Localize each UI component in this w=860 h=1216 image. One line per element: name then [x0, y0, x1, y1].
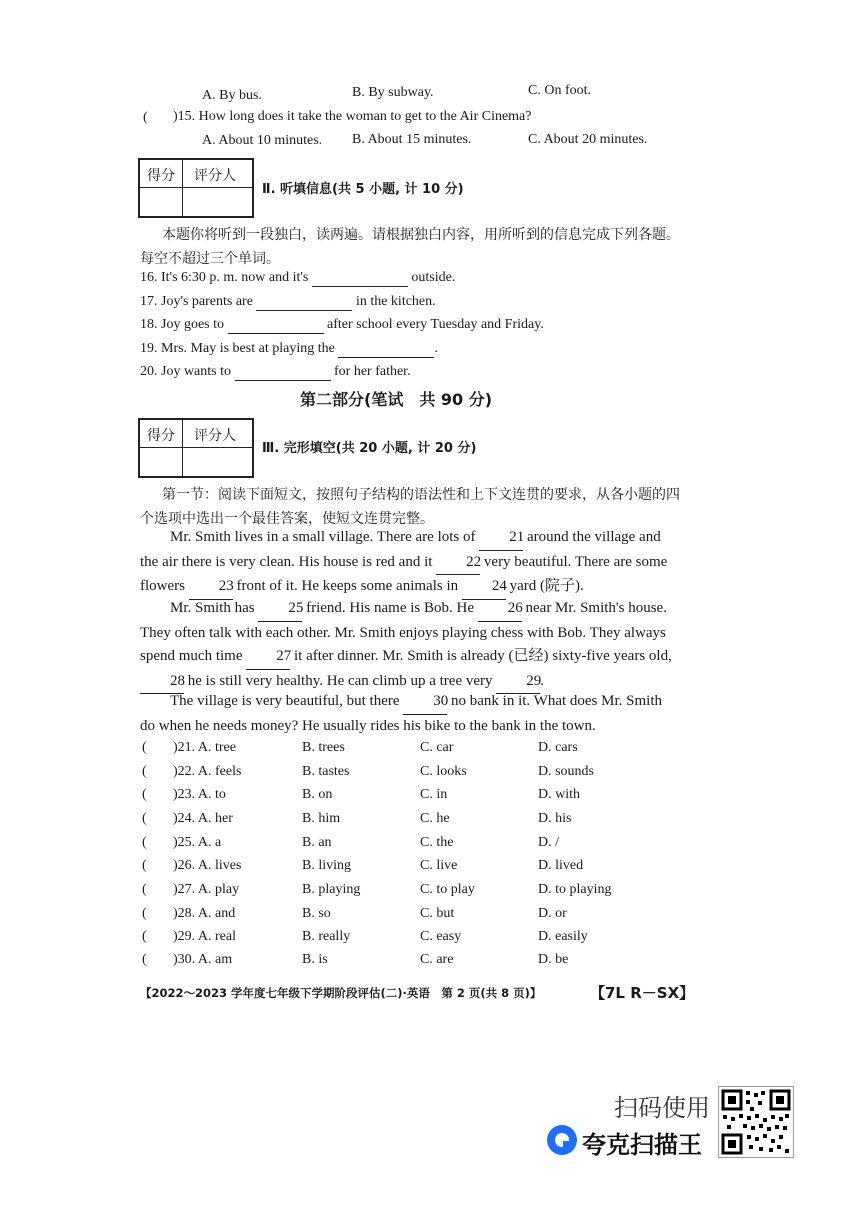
q15-paren: ( — [143, 110, 148, 125]
choice-option-d: D. cars — [538, 740, 578, 755]
q14-option-b: B. By subway. — [352, 85, 434, 100]
score-label: 得分 — [147, 428, 175, 444]
answer-blank[interactable] — [338, 341, 434, 358]
choice-paren[interactable]: ( — [142, 764, 147, 779]
grader-label: 评分人 — [194, 168, 236, 184]
choice-paren[interactable]: ( — [142, 835, 147, 850]
passage-blank[interactable]: 27 — [246, 645, 290, 670]
choice-paren[interactable]: ( — [142, 952, 147, 967]
fill-item-16: 16. It's 6:30 p. m. now and it's outside. — [140, 270, 456, 285]
q14-option-c: C. On foot. — [528, 83, 591, 98]
passage-blank[interactable]: 26 — [478, 597, 522, 622]
choice-option-c: C. easy — [420, 929, 462, 944]
fill-item-19: 19. Mrs. May is best at playing the . — [140, 341, 438, 356]
choice-option-a: )26. A. lives — [173, 858, 242, 873]
choice-option-c: C. are — [420, 952, 454, 967]
answer-blank[interactable] — [235, 364, 331, 381]
choice-option-d: D. / — [538, 835, 559, 850]
choice-option-b: B. trees — [302, 740, 345, 755]
fill-item-18: 18. Joy goes to after school every Tuesday and Friday. — [140, 317, 544, 332]
choice-option-b: B. is — [302, 952, 328, 967]
choice-option-c: C. in — [420, 787, 448, 802]
passage-blank[interactable]: 28 — [140, 670, 184, 695]
section-2-title: Ⅱ. 听填信息(共 5 小题, 计 10 分) — [262, 182, 464, 197]
part-2-title: 第二部分(笔试 共 90 分) — [300, 390, 493, 409]
answer-blank[interactable] — [228, 317, 324, 334]
page-footer: 【2022～2023 学年度七年级下学期阶段评估(二)·英语 第 2 页(共 8 页)】 — [140, 986, 542, 1000]
answer-blank[interactable] — [256, 294, 352, 311]
grader-label: 评分人 — [194, 428, 236, 444]
choice-option-b: B. tastes — [302, 764, 350, 779]
score-label: 得分 — [147, 168, 175, 184]
choice-option-c: C. car — [420, 740, 454, 755]
passage-blank[interactable]: 29 — [496, 670, 540, 695]
choice-paren[interactable]: ( — [142, 811, 147, 826]
choice-option-d: D. with — [538, 787, 580, 802]
choice-option-d: D. be — [538, 952, 569, 967]
choice-option-d: D. to playing — [538, 882, 612, 897]
fill-item-20: 20. Joy wants to for her father. — [140, 364, 411, 379]
choice-option-a: )24. A. her — [173, 811, 233, 826]
choice-option-c: C. live — [420, 858, 458, 873]
passage-blank[interactable]: 23 — [189, 575, 233, 600]
qr-code-icon — [718, 1086, 794, 1158]
choice-option-b: B. so — [302, 906, 331, 921]
choice-option-a: )21. A. tree — [173, 740, 236, 755]
score-box-1 — [138, 158, 254, 218]
choice-option-c: C. to play — [420, 882, 475, 897]
choice-option-c: C. he — [420, 811, 450, 826]
quark-logo-icon — [546, 1124, 578, 1156]
section-3-instruction-2: 个选项中选出一个最佳答案，使短文连贯完整。 — [140, 511, 434, 527]
section-2-instruction: 本题你将听到一段独白，读两遍。请根据独白内容，用所听到的信息完成下列各题。 — [162, 227, 680, 243]
paper-code: 【7L R－SX】 — [590, 984, 695, 1002]
choice-option-a: )25. A. a — [173, 835, 222, 850]
passage-blank[interactable]: 22 — [436, 551, 480, 576]
passage-paragraph-1: Mr. Smith lives in a small village. There are lots of 21 around the village and the air there is very clean. His house is red and it 22 very beautiful. There are some flowers 23 front of it. He keeps some animals in 24 yard (院子). — [140, 526, 676, 600]
choice-option-d: D. sounds — [538, 764, 595, 779]
fill-item-17: 17. Joy's parents are in the kitchen. — [140, 294, 436, 309]
choice-paren[interactable]: ( — [142, 787, 147, 802]
passage-paragraph-2: Mr. Smith has 25 friend. His name is Bob. He 26 near Mr. Smith's house. They often talk with each other. Mr. Smith enjoys playing chess with Bob. They always spend much time 27 it after dinner. Mr. Smith is already (已经) sixty-five years old, 28 he is still very healthy. He can climb up a tree very 29. — [140, 597, 676, 694]
choice-option-a: )30. A. am — [173, 952, 233, 967]
choice-option-c: C. but — [420, 906, 455, 921]
choice-option-c: C. the — [420, 835, 454, 850]
choice-paren[interactable]: ( — [142, 882, 147, 897]
choice-paren[interactable]: ( — [142, 858, 147, 873]
choice-option-c: C. looks — [420, 764, 467, 779]
choice-option-a: )23. A. to — [173, 787, 226, 802]
score-box-2 — [138, 418, 254, 478]
passage-blank[interactable]: 25 — [258, 597, 302, 622]
q14-option-a: A. By bus. — [202, 88, 262, 103]
choice-option-b: B. on — [302, 787, 333, 802]
passage-paragraph-3: The village is very beautiful, but there 30 no bank in it. What does Mr. Smith do when he needs money? He usually rides his bike to the bank in the town. — [140, 690, 676, 738]
section-3-instruction: 第一节：阅读下面短文，按照句子结构的语法性和上下文连贯的要求，从各小题的四 — [162, 487, 680, 503]
choice-option-b: B. living — [302, 858, 352, 873]
q15-option-b: B. About 15 minutes. — [352, 132, 472, 147]
choice-option-d: D. lived — [538, 858, 584, 873]
choice-paren[interactable]: ( — [142, 740, 147, 755]
passage-blank[interactable]: 21 — [479, 526, 523, 551]
choice-option-b: B. really — [302, 929, 351, 944]
choice-option-a: )27. A. play — [173, 882, 240, 897]
choice-paren[interactable]: ( — [142, 929, 147, 944]
answer-blank[interactable] — [312, 270, 408, 287]
q15-stem: )15. How long does it take the woman to get to the Air Cinema? — [173, 109, 532, 124]
choice-option-d: D. his — [538, 811, 572, 826]
choice-option-a: )22. A. feels — [173, 764, 242, 779]
scan-text: 扫码使用 — [614, 1094, 710, 1122]
brand-name: 夸克扫描王 — [582, 1131, 702, 1159]
section-2-instruction-2: 每空不超过三个单词。 — [140, 251, 280, 267]
q15-option-c: C. About 20 minutes. — [528, 132, 648, 147]
choice-option-a: )29. A. real — [173, 929, 236, 944]
choice-option-b: B. an — [302, 835, 332, 850]
choice-option-a: )28. A. and — [173, 906, 236, 921]
choice-option-b: B. him — [302, 811, 341, 826]
section-3-title: Ⅲ. 完形填空(共 20 小题, 计 20 分) — [262, 441, 477, 456]
choice-option-b: B. playing — [302, 882, 361, 897]
choice-option-d: D. easily — [538, 929, 588, 944]
q15-option-a: A. About 10 minutes. — [202, 133, 323, 148]
passage-blank[interactable]: 30 — [403, 690, 447, 715]
passage-blank[interactable]: 24 — [462, 575, 506, 600]
choice-option-d: D. or — [538, 906, 567, 921]
choice-paren[interactable]: ( — [142, 906, 147, 921]
